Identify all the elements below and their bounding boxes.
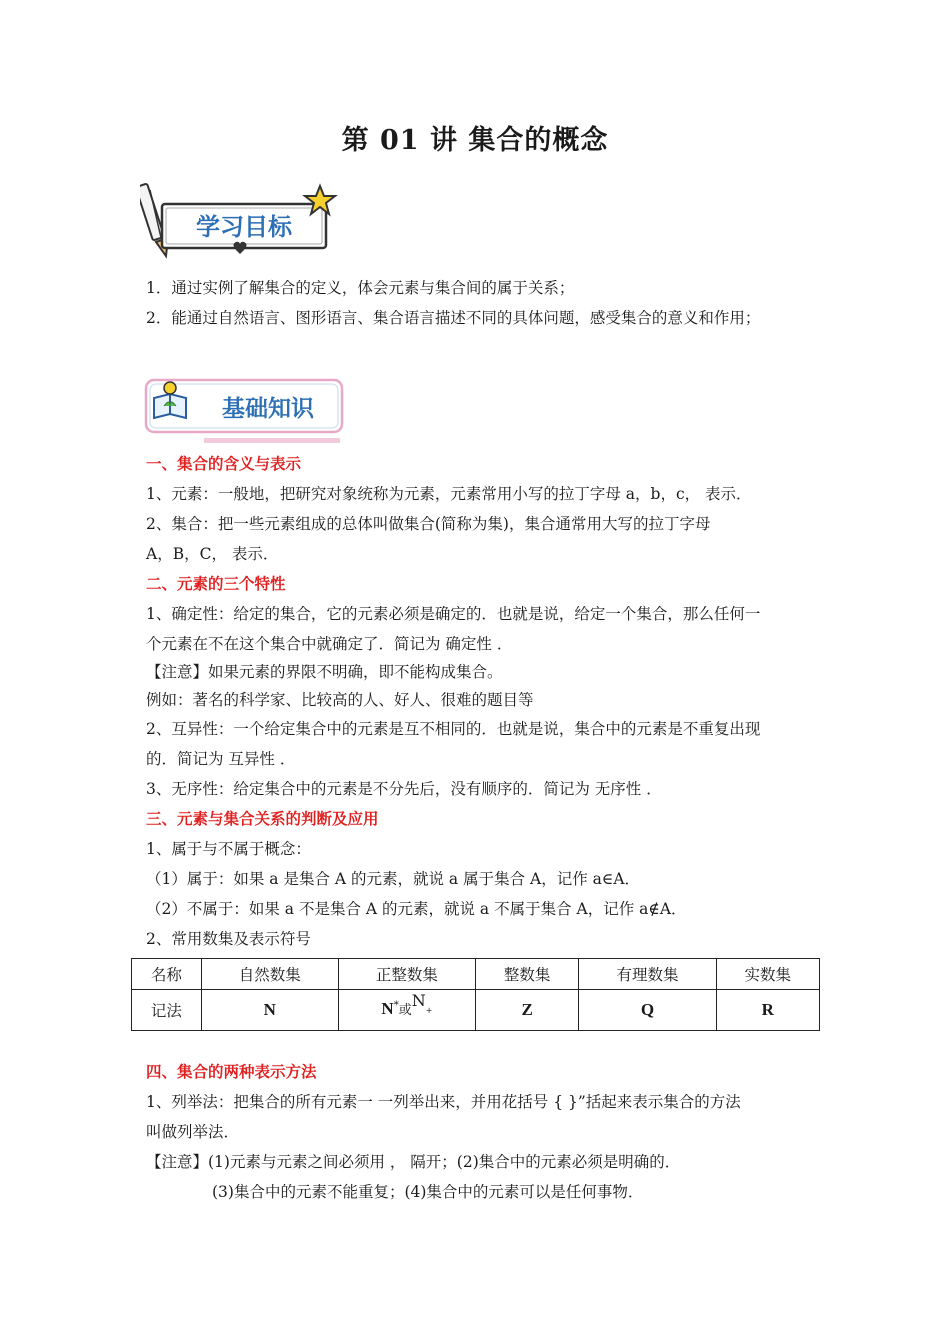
- table-header-cell: 正整数集: [338, 959, 475, 990]
- s3-line-2: （1）属于：如果 a 是集合 A 的元素，就说 a 属于集合 A，记作 a∈A．: [146, 870, 641, 888]
- s2-line-3: 【注意】如果元素的界限不明确，即不能构成集合。: [146, 663, 503, 681]
- table-header-cell: 自然数集: [201, 959, 338, 990]
- s1-line-1: 1、元素：一般地，把研究对象统称为元素，元素常用小写的拉丁字母 a，b，c， 表示．: [146, 485, 752, 503]
- badge-goal-label: 学习目标: [196, 213, 292, 241]
- section-1-heading: 一、集合的含义与表示: [146, 454, 302, 473]
- positive-or: 或: [398, 1003, 412, 1019]
- real-symbol: R: [716, 990, 819, 1031]
- section-2-heading: 二、元素的三个特性: [146, 574, 286, 593]
- row-label: 记法: [132, 990, 202, 1031]
- basic-knowledge-badge: [140, 376, 350, 448]
- s2-line-4: 例如：著名的科学家、比较高的人、好人、很难的题目等: [146, 691, 534, 709]
- natural-symbol: N: [201, 990, 338, 1031]
- goal-1: 1．通过实例了解集合的定义，体会元素与集合间的属于关系；: [146, 279, 575, 297]
- s2-line-2: 个元素在不在这个集合中就确定了．简记为 确定性 ．: [146, 635, 513, 653]
- s4-line-2: 叫做列举法．: [146, 1123, 240, 1141]
- s2-line-6: 的．简记为 互异性 ．: [146, 750, 296, 768]
- positive-integer-symbol: [338, 990, 475, 1031]
- page-title: 第 01 讲 集合的概念: [341, 125, 609, 156]
- s1-line-2: 2、集合：把一些元素组成的总体叫做集合(简称为集)，集合通常用大写的拉丁字母: [146, 515, 711, 533]
- positive-alt-sub: +: [425, 1005, 433, 1015]
- positive-main: N: [381, 999, 394, 1019]
- positive-star: *: [393, 1000, 399, 1012]
- s2-line-7: 3、无序性：给定集合中的元素是不分先后，没有顺序的．简记为 无序性 ．: [146, 780, 662, 798]
- table-row: [132, 990, 820, 1031]
- section-4-heading: 四、集合的两种表示方法: [146, 1062, 317, 1081]
- table-header-cell: 名称: [132, 959, 202, 990]
- learning-goals-badge: [140, 176, 340, 262]
- s4-line-1: 1、列举法：把集合的所有元素一 一列举出来，并用花括号 { }”括起来表示集合的方法: [146, 1093, 741, 1111]
- integer-symbol: Z: [475, 990, 578, 1031]
- positive-alt: N: [411, 991, 426, 1011]
- table-header-cell: 整数集: [475, 959, 578, 990]
- table-header-cell: 实数集: [716, 959, 819, 990]
- rational-symbol: Q: [579, 990, 716, 1031]
- s2-line-1: 1、确定性：给定的集合，它的元素必须是确定的．也就是说，给定一个集合，那么任何一: [146, 605, 761, 623]
- s2-line-5: 2、互异性：一个给定集合中的元素是互不相同的．也就是说，集合中的元素是不重复出现: [146, 720, 761, 738]
- s3-line-1: 1、属于与不属于概念：: [146, 840, 311, 858]
- table-header-cell: 有理数集: [579, 959, 716, 990]
- badge-knowledge-label: 基础知识: [222, 396, 314, 422]
- goal-2: 2．能通过自然语言、图形语言、集合语言描述不同的具体问题，感受集合的意义和作用；: [146, 309, 761, 327]
- table-header-row: [132, 959, 820, 990]
- s4-line-4: (3)集合中的元素不能重复；(4)集合中的元素可以是任何事物．: [212, 1183, 644, 1201]
- s3-line-3: （2）不属于：如果 a 不是集合 A 的元素，就说 a 不属于集合 A，记作 a∉A．: [146, 900, 687, 918]
- section-3-heading: 三、元素与集合关系的判断及应用: [146, 809, 379, 828]
- s1-line-3: A，B，C， 表示．: [146, 545, 279, 563]
- s4-line-3: 【注意】(1)元素与元素之间必须用 ， 隔开；(2)集合中的元素必须是明确的．: [146, 1153, 681, 1171]
- decorative-stripes: [200, 438, 340, 443]
- s3-line-4: 2、常用数集及表示符号: [146, 930, 311, 948]
- number-sets-table: [131, 958, 820, 1031]
